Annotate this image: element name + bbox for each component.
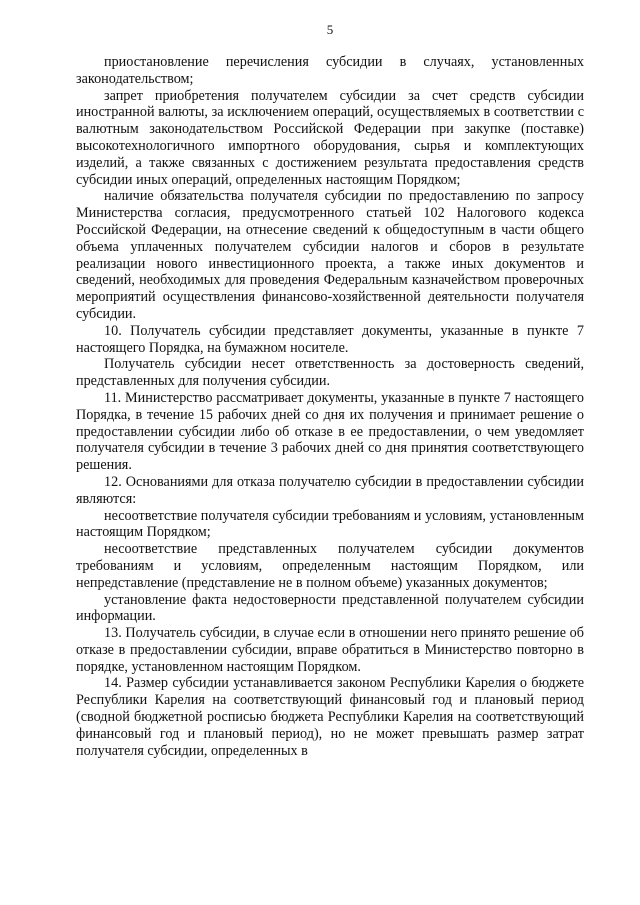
paragraph: 12. Основаниями для отказа получателю субсидии в предоставлении субсидии являются: [76, 473, 584, 507]
paragraph: запрет приобретения получателем субсидии за счет средств субсидии иностранной валюты, за исключением операций, осуществляемых в соответствии с валютным законодательством Российской Федерации при закупке (поставке) высокотехнологичного импортного оборудования, сырья и комплектующих изделий, а также связанных с достижением результата предоставления средств субсидии иных операций, определенных настоящим Порядком; [76, 87, 584, 188]
paragraph: несоответствие представленных получателем субсидии документов требованиям и условиям, определенным настоящим Порядком, или непредставление (представление не в полном объеме) указанных документов; [76, 541, 584, 591]
paragraph: 14. Размер субсидии устанавливается законом Республики Карелия о бюджете Республики Карелия на соответствующий финансовый год и плановый период (сводной бюджетной росписью бюджета Республики Карелия на соответствующий финансовый год и плановый период), но не может превышать размер затрат получателя субсидии, определенных в [76, 675, 584, 759]
paragraph: 13. Получатель субсидии, в случае если в отношении него принято решение об отказе в предоставлении субсидии, вправе обратиться в Министерство повторно в порядке, установленном настоящим Порядком. [76, 625, 584, 675]
paragraph: наличие обязательства получателя субсидии по предоставлению по запросу Министерства согласия, предусмотренного статьей 102 Налогового кодекса Российской Федерации, на отнесение сведений к общедоступным в части общего объема уплаченных получателем субсидии налогов и сборов в результате реализации нового инвестиционного проекта, а также иных документов и сведений, необходимых для проведения Федеральным казначейством проверочных мероприятий осуществления финансово-хозяйственной деятельности получателя субсидии. [76, 188, 584, 322]
paragraph: приостановление перечисления субсидии в случаях, установленных законодательством; [76, 54, 584, 87]
page-number: 5 [326, 22, 334, 37]
document-body [76, 54, 584, 759]
paragraph: несоответствие получателя субсидии требованиям и условиям, установленным настоящим Порядком; [76, 507, 584, 541]
paragraph: 10. Получатель субсидии представляет документы, указанные в пункте 7 настоящего Порядка, на бумажном носителе. [76, 322, 584, 356]
paragraph: Получатель субсидии несет ответственность за достоверность сведений, представленных для получения субсидии. [76, 356, 584, 390]
paragraph: 11. Министерство рассматривает документы, указанные в пункте 7 настоящего Порядка, в течение 15 рабочих дней со дня их получения и принимает решение о предоставлении субсидии либо об отказе в ее предоставлении, о чем уведомляет получателя субсидии в течение 3 рабочих дней со дня принятия соответствующего решения. [76, 389, 584, 474]
paragraph: установление факта недостоверности представленной получателем субсидии информации. [76, 591, 584, 625]
